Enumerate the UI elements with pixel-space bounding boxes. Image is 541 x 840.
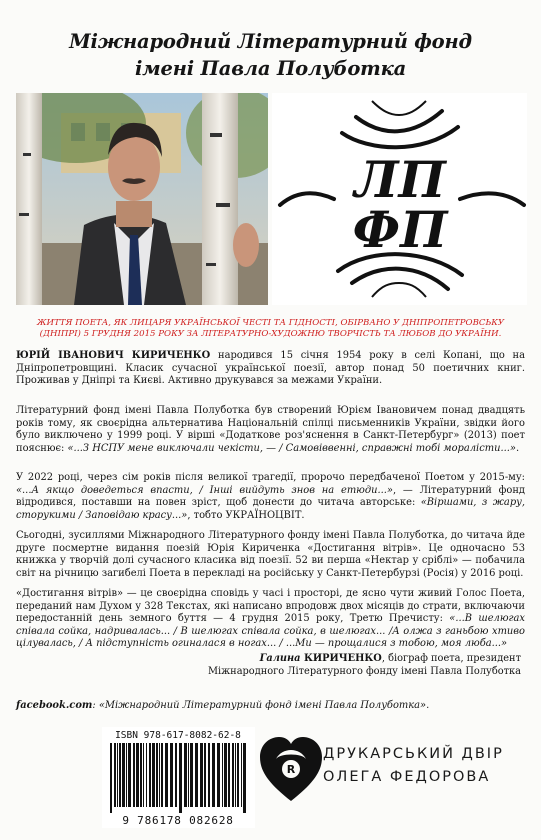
barcode-bar [146, 743, 147, 807]
paragraph-2-end: . [515, 442, 520, 454]
signature-role-2: Міжнародного Літературного фонду імені Павла Полуботка [207, 666, 521, 677]
barcode-bar [128, 743, 131, 807]
barcode-bar [117, 743, 118, 807]
paragraph-5-text: «Достигання вітрів» — це своєрідна сповідь у часі і просторі, де ясно чути живий Голос Поета, переданий нам Духом у 328 Текстах, які написано впродовж двох місяців до страти, включаючи передостанній день земного буття — 4 грудня 2015 року, Третю Пречисту: [16, 588, 525, 625]
barcode-bar [212, 743, 215, 807]
facebook-line [16, 700, 429, 711]
barcode-bar [195, 743, 198, 807]
isbn-barcode [102, 727, 255, 828]
barcode-bar [224, 743, 227, 807]
paragraph-revival [16, 472, 525, 522]
paragraph-3-a: У 2022 році, через сім років після великої трагедії, пророчо передбаченої Поетом у 2015-му: [16, 472, 525, 483]
book-title [0, 28, 541, 82]
barcode-bar [114, 743, 116, 807]
barcode-bar [217, 743, 220, 807]
logo-bottom-letters: ФП [352, 200, 448, 259]
registered-mark: R [286, 763, 296, 776]
heart-logo-icon [258, 735, 324, 805]
barcode-bar [119, 743, 121, 807]
paragraph-2-text: Літературний фонд імені Павла Полуботка був створений Юрієм Івановичем понад двадцять років тому, як своєрідна альтернатива Національній спілці письменників України, звідки його було виключено у 1999 році. У вірші «Додаткове роз'яснення в Санкт-Петербург» (2013) поет пояснює: [16, 405, 525, 454]
barcode-bar [188, 743, 189, 807]
signature-first-name: Галина [259, 653, 301, 664]
title-line-2: імені Павла Полуботка [134, 57, 407, 80]
barcode-bar [179, 743, 182, 813]
paragraph-3-c: , тобто УКРАЇНОЦВІТ. [187, 509, 305, 521]
barcode-graphic [102, 727, 255, 828]
barcode-bar [140, 743, 142, 807]
author-name: ЮРІЙ ІВАНОВИЧ КИРИЧЕНКО [16, 350, 211, 361]
barcode-bar [136, 743, 139, 807]
barcode-bar [243, 743, 246, 813]
paragraph-confession [16, 588, 525, 651]
barcode-bar [170, 743, 173, 807]
barcode-bar [208, 743, 210, 807]
barcode-bar [165, 743, 168, 807]
barcode-bar [149, 743, 151, 807]
fund-logo [272, 93, 527, 305]
fund-logo-emblem [272, 93, 527, 305]
paragraph-edition: Сьогодні, зусиллями Міжнародного Літературного фонду імені Павла Полуботка, до читача йде друге посмертне видання поезій Юрія Кириченка «Достигання вітрів». Це одночасно 53 книжка у творчій долі сучасного класика від поезії. 52 ви перша «Нектар у сріблі» — побачила світ на річницю загибелі Поета в перекладі на російську у Санкт-Петербурзі (Росія) у 2016 році. [16, 530, 525, 579]
barcode-bar [175, 743, 177, 807]
signature-role-1: , біограф поета, президент [381, 653, 521, 664]
author-photo [16, 93, 268, 305]
barcode-bar [200, 743, 203, 807]
publisher-line-2: ОЛЕГА ФЕДОРОВА [323, 769, 491, 785]
paragraph-biography [16, 350, 525, 388]
barcode-bar [222, 743, 223, 807]
barcode-bar [133, 743, 135, 807]
barcode-bar [232, 743, 234, 807]
publisher-name [323, 743, 528, 789]
barcode-bar [237, 743, 239, 807]
barcode-bar [122, 743, 125, 807]
logo-top-letters: ЛП [354, 150, 446, 209]
facebook-label: facebook.com [16, 700, 93, 711]
paragraph-3-b: , — Літературний фонд відродився, поставши на повен зріст, щоб донести до читача авторське: [16, 484, 525, 509]
publisher-line-1: ДРУКАРСЬКИЙ ДВІР [323, 746, 504, 762]
paragraph-3-quote-1: «...А якщо доведеться впасти, / Інші вийдуть знов на етюди...» [16, 484, 393, 496]
barcode-bar [184, 743, 187, 807]
barcode-bar [235, 743, 236, 807]
author-photo-image [16, 93, 268, 305]
publisher-mark [258, 735, 526, 805]
memorial-caption: ЖИТТЯ ПОЕТА, ЯК ЛИЦАРЯ УКРАЇНСЬКОЇ ЧЕСТІ ТА ГІДНОСТІ, ОБІРВАНО У ДНІПРОПЕТРОВСЬКУ (ДНІПРІ) 5 ГРУДНЯ 2015 РОКУ ЗА ЛІТЕРАТУРНО-ХУДОЖНЮ ТВОРЧІСТЬ ТА ЛЮБОВ ДО УКРАЇНИ. [36, 318, 505, 339]
barcode-bar [241, 743, 242, 807]
isbn-label: ISBN 978-617-8082-62-8 [115, 730, 241, 741]
facebook-text: : «Міжнародний Літературний фонд імені Павла Полуботка». [92, 700, 430, 711]
barcode-bar [161, 743, 163, 807]
title-line-1: Міжнародний Літературний фонд [69, 30, 472, 53]
paragraph-3-quote-2: «Віршами, з жару, сторукими / Заповідаю красу...» [16, 497, 526, 521]
barcode-bar [110, 743, 112, 813]
paragraph-5-quote: «...В шелюгах співала сойка, надривалась... / В шелюгах співала сойка, в шелюгах... /А олжа з ганьбою хтиво цілувалась, / А підступність огиналася в ногах... / ...Ми — прощалися з тобою, моя люба...» [16, 613, 525, 650]
signature-last-name: КИРИЧЕНКО [303, 653, 382, 664]
isbn-digits: 9 786178 082628 [122, 814, 234, 827]
signature [16, 652, 521, 678]
paragraph-fund-history [16, 405, 525, 455]
signature-line-1 [16, 652, 521, 665]
barcode-bar [159, 743, 160, 807]
paragraph-1-text: народився 15 січня 1954 року в селі Копані, що на Дніпропетровщині. Класик сучасної української поезії, автор понад 50 поетичних книг. Проживав у Дніпрі та Києві. Активно друкувався за межами України. [16, 350, 526, 387]
barcode-bar [143, 743, 144, 807]
barcode-bar [126, 743, 127, 807]
barcode-bar [190, 743, 193, 807]
barcode-bar [204, 743, 206, 807]
paragraph-2-quote: «...З НСПУ мене виключали чекісти, — / Самовіввенні, справжні тобі моралісти...» [67, 442, 516, 454]
barcode-bar [152, 743, 155, 807]
barcode-bar [228, 743, 230, 807]
barcode-bar [156, 743, 158, 807]
